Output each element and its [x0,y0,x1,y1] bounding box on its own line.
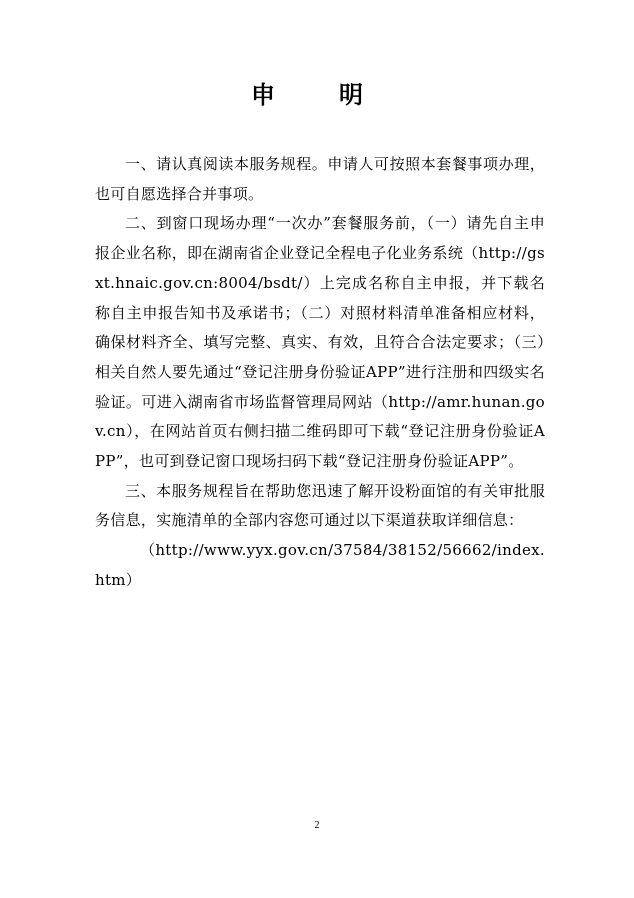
document-body [95,150,545,596]
page-number: 2 [314,820,320,831]
page-title: 申 明 [251,80,383,109]
info-link: （http://www.yyx.gov.cn/37584/38152/56662/index.htm） [95,541,545,589]
paragraph-2: 二、到窗口现场办理“一次办”套餐服务前，（一）请先自主申报企业名称，即在湖南省企业登记全程电子化业务系统（http://gsxt.hnaic.gov.cn:8004/bsdt/）上完成名称自主申报，并下载名称自主申报告知书及承诺书；（二）对照材料清单准备相应材料，确保材料齐全、填写完整、真实、有效，且符合合法定要求；（三）相关自然人要先通过“登记注册身份验证APP”进行注册和四级实名验证。可进入湖南省市场监督管理局网站（http://amr.hunan.gov.cn），在网站首页右侧扫描二维码即可下载“登记注册身份验证APP”，也可到登记窗口现场扫码下载“登记注册身份验证APP”。 [95,214,545,471]
paragraph-1: 一、请认真阅读本服务规程。申请人可按照本套餐事项办理，也可自愿选择合并事项。 [95,155,545,203]
paragraph-3: 三、本服务规程旨在帮助您迅速了解开设粉面馆的有关审批服务信息，实施清单的全部内容您可通过以下渠道获取详细信息： [95,481,545,530]
